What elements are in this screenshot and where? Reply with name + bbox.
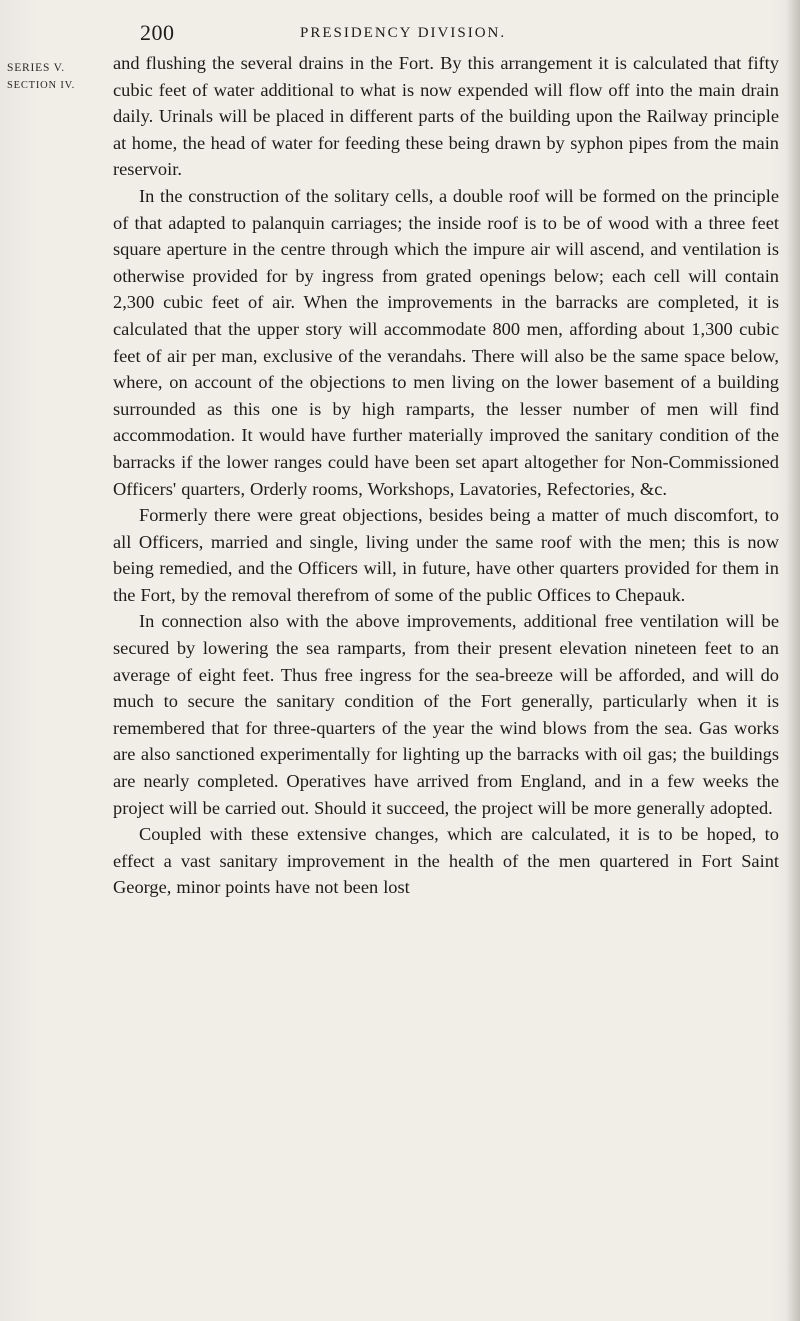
side-note-section: SECTION IV.	[7, 80, 76, 91]
body-text	[113, 50, 779, 901]
paragraph: and flushing the several drains in the Fort. By this arrangement it is calculated that fifty cubic feet of water additional to what is now expended will flow off into the main drain daily. Urinals will be placed in different parts of the building upon the Railway principle at home, the head of water for feeding these being drawn by syphon pipes from the main reservoir.	[113, 53, 779, 180]
paragraph: Coupled with these extensive changes, which are calculated, it is to be hoped, to effect a vast sanitary improvement in the health of the men quartered in Fort Saint George, minor points have not been lost	[113, 824, 779, 898]
paragraph: Formerly there were great objections, besides being a matter of much discomfort, to all Officers, married and single, living under the same roof with the men; this is now being remedied, and the Officers will, in future, have other quarters provided for them in the Fort, by the removal therefrom of some of the public Offices to Chepauk.	[113, 505, 779, 605]
paragraph: In the construction of the solitary cells, a double roof will be formed on the principle of that adapted to palanquin carriages; the inside roof is to be of wood with a three feet square aperture in the centre through which the impure air will ascend, and ventilation is otherwise provided for by ingress from grated openings below; each cell will contain 2,300 cubic feet of air. When the improvements in the barracks are completed, it is calculated that the upper story will accommodate 800 men, affording about 1,300 cubic feet of air per man, exclusive of the verandahs. There will also be the same space below, where, on account of the objections to men living on the lower basement of a building surrounded as this one is by high ramparts, the lesser number of men will find accommodation. It would have further materially improved the sanitary condition of the barracks if the lower ranges could have been set apart altogether for Non-Commissioned Officers' quarters, Orderly rooms, Workshops, Lavatories, Refectories, &c.	[113, 185, 779, 499]
running-head: PRESIDENCY DIVISION.	[300, 25, 507, 41]
page-header	[0, 14, 800, 44]
paragraph: In connection also with the above improvements, additional free ventilation will be secured by lowering the sea ramparts, from their present elevation nineteen feet to an average of eight feet. Thus free ingress for the sea-breeze will be afforded, and will do much to secure the sanitary condition of the Fort generally, particularly when it is remembered that for three-quarters of the year the wind blows from the sea. Gas works are also sanctioned experimentally for lighting up the barracks with oil gas; the buildings are nearly completed. Operatives have arrived from England, and in a few weeks the project will be carried out. Should it succeed, the project will be more generally adopted.	[113, 611, 779, 818]
page-edge-shadow	[786, 0, 800, 1321]
side-note-series: SERIES V.	[7, 62, 65, 74]
page-number: 200	[140, 20, 175, 45]
